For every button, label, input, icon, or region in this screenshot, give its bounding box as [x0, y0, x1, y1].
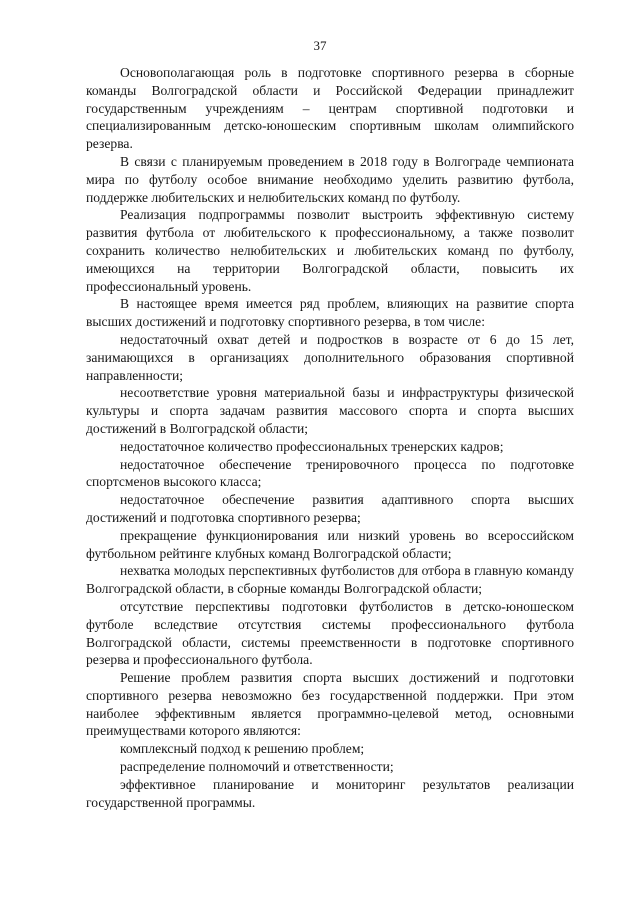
paragraph-problems-intro: В настоящее время имеется ряд проблем, влияющих на развитие спорта высших достижений и подготовку спортивного резерва, в том числе:: [86, 296, 574, 330]
paragraph-problem-youth-football: отсутствие перспективы подготовки футболистов в детско-юношеском футболе вследствие отсутствия системы профессионального футбола Волгоградской области, системы преемственности в подготовке спортивного резерва и профессионального футбола.: [86, 598, 574, 668]
paragraph-problem-adaptive-sport: недостаточное обеспечение развития адаптивного спорта высших достижений и подготовка спортивного резерва;: [86, 492, 574, 525]
paragraph-problem-coaches: недостаточное количество профессиональных тренерских кадров;: [120, 438, 504, 454]
page-number: 37: [313, 38, 327, 53]
paragraph-problem-club-ranking: прекращение функционирования или низкий уровень во всероссийском футбольном рейтинге клубных команд Волгоградской области;: [86, 527, 574, 561]
paragraph-advantage-responsibility: распределение полномочий и ответственности;: [120, 759, 394, 775]
paragraph-problem-infrastructure: несоответствие уровня материальной базы и инфраструктуры физической культуры и спорта задачам развития массового спорта и спорта высших достижений в Волгоградской области;: [86, 385, 574, 436]
paragraph-problem-children-coverage: недостаточный охват детей и подростков в возрасте от 6 до 15 лет, занимающихся в организациях дополнительного образования спортивной направленности;: [86, 331, 574, 383]
document-body: [86, 64, 574, 811]
paragraph-world-cup-football: В связи с планируемым проведением в 2018 году в Волгограде чемпионата мира по футболу особое внимание необходимо уделить развитию футбола, поддержке любительских и нелюбительских команд по футболу.: [86, 153, 574, 205]
paragraph-solution-program-method: Решение проблем развития спорта высших достижений и подготовки спортивного резерва невозможно без государственной поддержки. При этом наиболее эффективным является программно-целевой метод, основными преимуществами которого являются:: [86, 670, 574, 739]
paragraph-problem-training-support: недостаточное обеспечение тренировочного процесса по подготовке спортсменов высокого класса;: [86, 456, 574, 490]
paragraph-subprogram-implementation: Реализация подпрограммы позволит выстроить эффективную систему развития футбола от любительского к профессиональному, а также позволит сохранить количество нелюбительских и любительских команд по футболу, имеющихся на территории Волгоградской области, повысить их профессиональный уровень.: [86, 207, 574, 294]
paragraph-advantage-planning: эффективное планирование и мониторинг результатов реализации государственной программы.: [86, 776, 574, 810]
paragraph-advantage-comprehensive: комплексный подход к решению проблем;: [120, 741, 365, 757]
paragraph-sports-reserve-role: Основополагающая роль в подготовке спортивного резерва в сборные команды Волгоградской области и Российской Федерации принадлежит государственным учреждениям – центрам спортивной подготовки и специализированным детско-юношеским спортивным школам олимпийского резерва.: [86, 65, 574, 152]
paragraph-problem-young-players: нехватка молодых перспективных футболистов для отбора в главную команду Волгоградской области, в сборные команды Волгоградской области;: [86, 563, 574, 597]
